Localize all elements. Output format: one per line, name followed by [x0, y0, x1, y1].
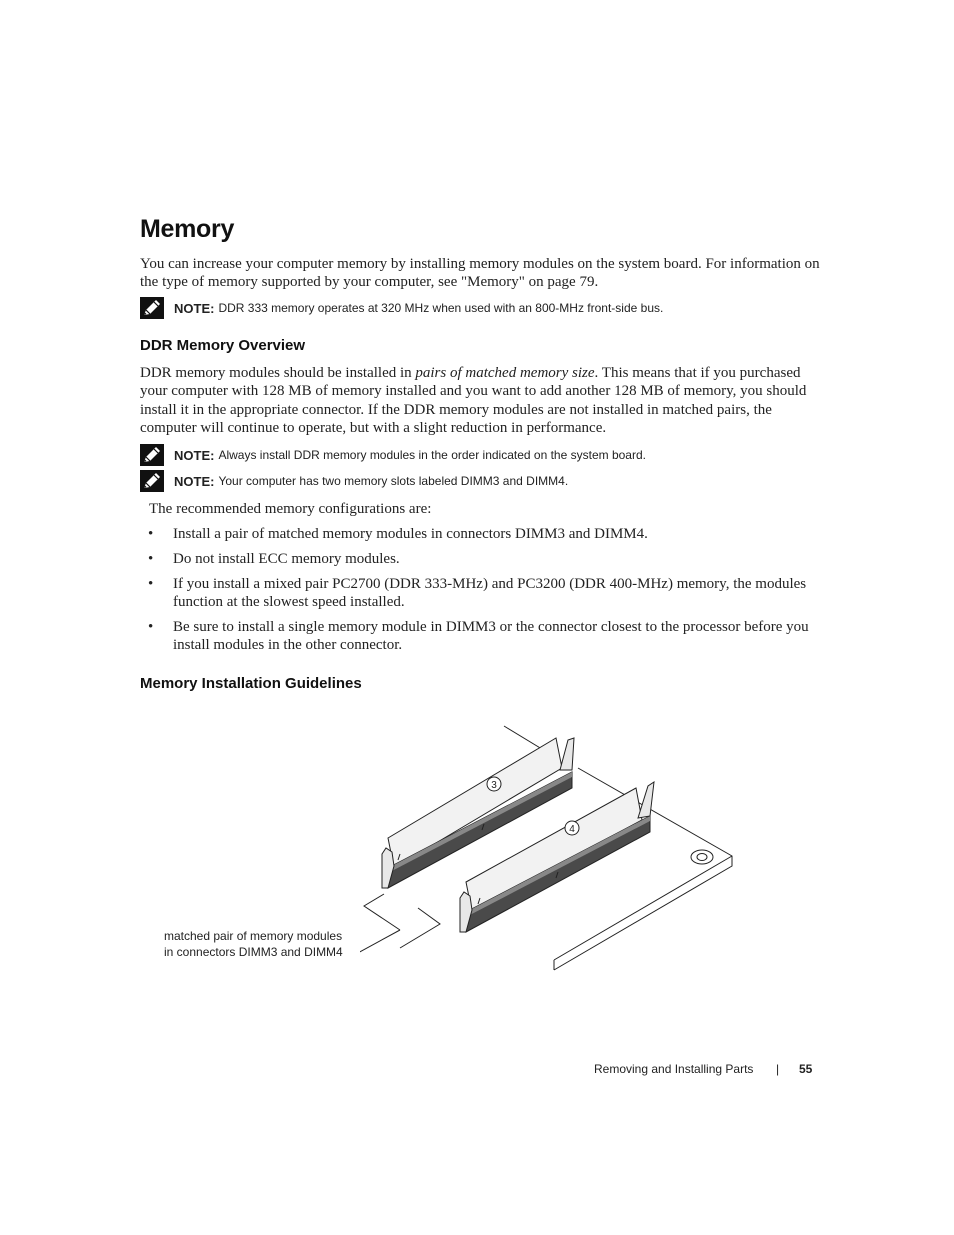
callout-4-label: 4 — [569, 824, 575, 835]
bullet-text: Be sure to install a single memory module in DIMM3 or the connector closest to the processor before you install modules in the other connector. — [173, 619, 809, 654]
note-label: NOTE: — [174, 473, 215, 489]
list-item — [148, 550, 818, 568]
callout-3-label: 3 — [491, 780, 497, 791]
bullet-text: Do not install ECC memory modules. — [173, 551, 400, 567]
page-number: 55 — [799, 1062, 813, 1076]
illustration-caption — [164, 928, 343, 960]
note-ddr-333 — [140, 297, 820, 319]
footer-separator: | — [776, 1062, 780, 1076]
callout-3 — [487, 777, 501, 791]
list-item — [148, 618, 818, 655]
footer-section-name: Removing and Installing Parts — [594, 1062, 754, 1076]
note-label: NOTE: — [174, 300, 215, 316]
bullet-glyph: • — [148, 576, 154, 592]
note-label: NOTE: — [174, 447, 215, 463]
overview-paragraph — [140, 364, 822, 438]
note-install-order — [140, 444, 820, 466]
section-heading-ddr-overview: DDR Memory Overview — [140, 337, 306, 354]
callout-4 — [565, 821, 579, 835]
page-title: Memory — [140, 215, 235, 243]
bullet-glyph: • — [148, 551, 154, 567]
note-memory-slots — [140, 470, 820, 492]
note-text: Your computer has two memory slots labeled DIMM3 and DIMM4. — [218, 474, 569, 488]
overview-text-end: . This means that if you purchased your computer with 128 MB of memory installed and you want to add another 128 MB of memory, you should install it in the appropriate connector. If the DDR memory modules are not installed in matched pairs, the computer will continue to operate, but with a slight reduction in performance. — [140, 365, 807, 437]
memory-modules-illustration — [360, 720, 740, 980]
note-text: DDR 333 memory operates at 320 MHz when used with an 800-MHz front-side bus. — [218, 301, 664, 315]
bullet-text: Install a pair of matched memory modules in connectors DIMM3 and DIMM4. — [173, 526, 648, 542]
config-intro: The recommended memory configurations are: — [149, 501, 432, 517]
pencil-note-icon — [140, 297, 164, 319]
list-item — [148, 525, 818, 543]
pencil-note-icon — [140, 470, 164, 492]
bullet-glyph: • — [148, 526, 154, 542]
section-heading-installation-guidelines: Memory Installation Guidelines — [140, 675, 362, 692]
bullet-text: If you install a mixed pair PC2700 (DDR 333-MHz) and PC3200 (DDR 400-MHz) memory, the modules function at the slowest speed installed. — [173, 576, 807, 611]
overview-text-start: DDR memory modules should be installed in — [140, 365, 416, 381]
overview-emphasis: pairs of matched memory size — [415, 365, 595, 381]
caption-line-1: matched pair of memory modules — [164, 929, 343, 943]
bullet-glyph: • — [148, 619, 154, 635]
caption-line-2: in connectors DIMM3 and DIMM4 — [164, 945, 343, 959]
note-text: Always install DDR memory modules in the order indicated on the system board. — [218, 448, 646, 462]
list-item — [148, 575, 818, 612]
intro-paragraph: You can increase your computer memory by installing memory modules on the system board. For information on the type of memory supported by your computer, see "Memory" on page 79. — [140, 256, 820, 291]
pencil-note-icon — [140, 444, 164, 466]
